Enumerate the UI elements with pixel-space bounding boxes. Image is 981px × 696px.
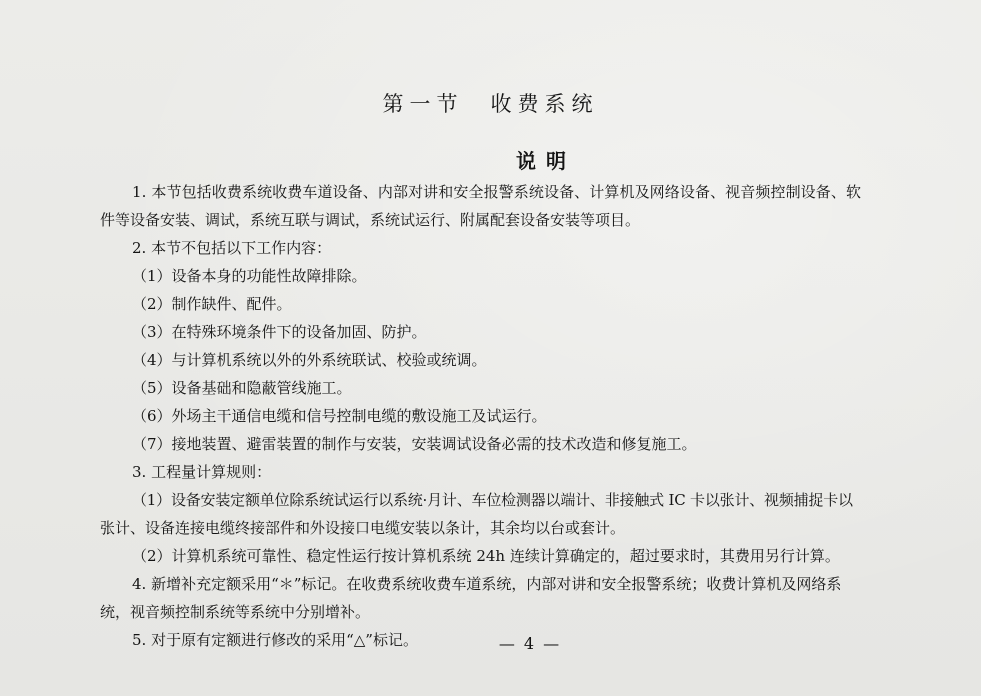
paragraph-line: 件等设备安装、调试，系统互联与调试，系统试运行、附属配套设备安装等项目。 bbox=[100, 211, 641, 229]
paragraph-line: （1）设备安装定额单位除系统试运行以系统·月计、车位检测器以端计、非接触式 IC 卡以张计、视频捕捉卡以 bbox=[132, 491, 853, 509]
paragraph-line: （6）外场主干通信电缆和信号控制电缆的敷设施工及试运行。 bbox=[132, 407, 547, 425]
paragraph-line: （2）制作缺件、配件。 bbox=[132, 295, 292, 313]
paragraph-line: 张计、设备连接电缆终接部件和外设接口电缆安装以条计，其余均以台或套计。 bbox=[100, 519, 626, 537]
section-title: 第一节 收费系统 bbox=[382, 92, 599, 116]
explanation-heading: 说明 bbox=[516, 149, 576, 173]
paragraph-line: （5）设备基础和隐蔽管线施工。 bbox=[132, 379, 352, 397]
explanation-body bbox=[100, 178, 980, 654]
paragraph-line: （7）接地装置、避雷装置的制作与安装，安装调试设备必需的技术改造和修复施工。 bbox=[132, 435, 697, 453]
paragraph-line: （2）计算机系统可靠性、稳定性运行按计算机系统 24h 连续计算确定的，超过要求时，其费用另行计算。 bbox=[132, 547, 840, 565]
paragraph-line: 2. 本节不包括以下工作内容： bbox=[132, 239, 332, 257]
paragraph-line: 5. 对于原有定额进行修改的采用“△”标记。 bbox=[132, 631, 418, 649]
paragraph-line: （3）在特殊环境条件下的设备加固、防护。 bbox=[132, 323, 427, 341]
paragraph-line: 1. 本节包括收费系统收费车道设备、内部对讲和安全报警系统设备、计算机及网络设备、视音频控制设备、软 bbox=[132, 183, 862, 201]
paragraph-line: 3. 工程量计算规则： bbox=[132, 463, 272, 481]
page-number: — 4 — bbox=[498, 634, 562, 653]
paragraph-line: （4）与计算机系统以外的外系统联试、校验或统调。 bbox=[132, 351, 487, 369]
paragraph-line: 4. 新增补充定额采用“＊”标记。在收费系统收费车道系统，内部对讲和安全报警系统；收费计算机及网络系 bbox=[132, 575, 842, 593]
paragraph-line: （1）设备本身的功能性故障排除。 bbox=[132, 267, 367, 285]
paragraph-line: 统，视音频控制系统等系统中分别增补。 bbox=[100, 603, 371, 621]
